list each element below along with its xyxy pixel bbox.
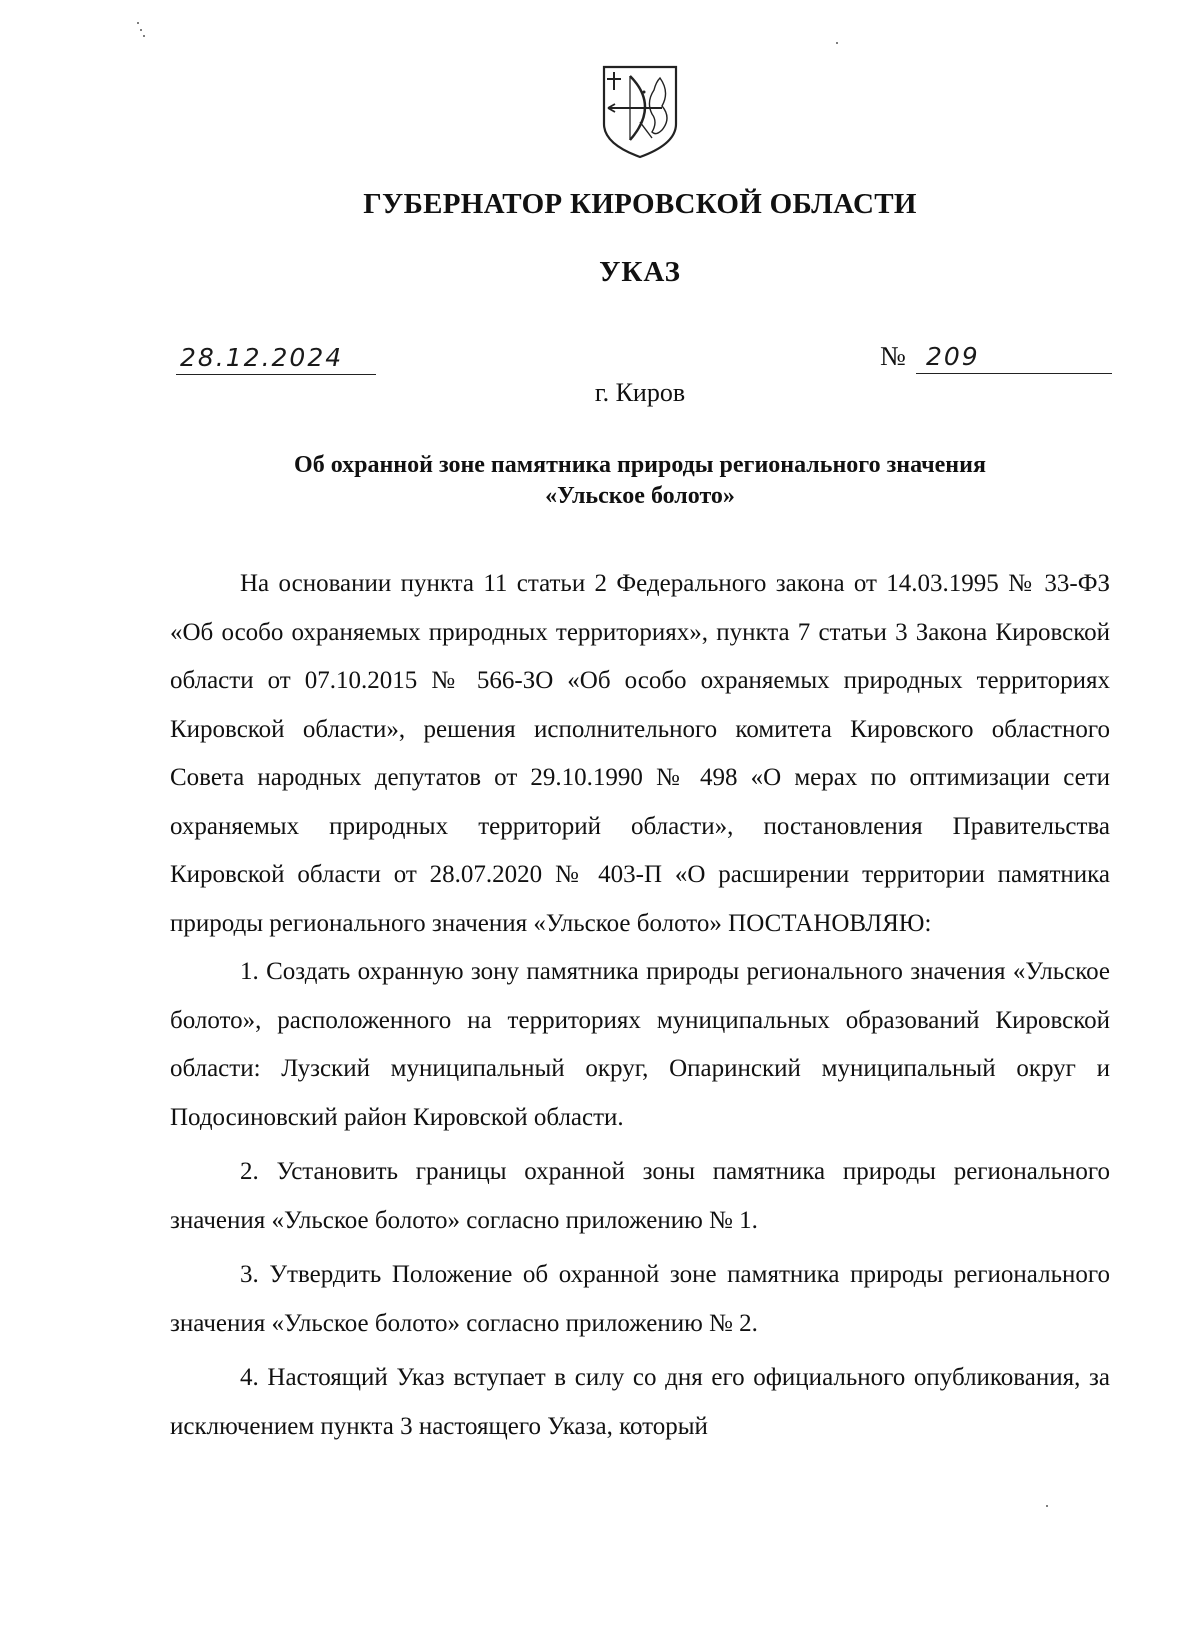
number-sign: № (880, 341, 906, 371)
subject-line-2: «Ульское болото» (545, 483, 735, 509)
kirov-coat-of-arms-icon (600, 64, 680, 160)
item-1-paragraph: 1. Создать охранную зону памятника природы регионального значения «Ульское болото», расположенного на территориях муниципальных образований Кировской области: Лузский муниципальный округ, Опаринский муниципальный округ и Подосиновский район Кировской области. (170, 958, 1110, 1131)
decree-body (170, 560, 1110, 1451)
item-2-paragraph: 2. Установить границы охранной зоны памятника природы регионального значения «Ульское болото» согласно приложению № 1. (170, 1158, 1110, 1234)
decree-date: 28.12.2024 (180, 343, 344, 372)
decree-number-line (916, 339, 1112, 374)
issuer-title: ГУБЕРНАТОР КИРОВСКОЙ ОБЛАСТИ (363, 188, 917, 220)
preamble-paragraph: На основании пункта 11 статьи 2 Федерального закона от 14.03.1995 № 33-ФЗ «Об особо охраняемых природных территориях», пункта 7 статьи 3 Закона Кировской области от 07.10.2015 № 566-ЗО «Об особо охраняемых природных территориях Кировской области», решения исполнительного комитета Кировского областного Совета народных депутатов от 29.10.1990 № 498 «О мерах по оптимизации сети охраняемых природных территорий области», постановления Правительства Кировской области от 28.07.2020 № 403-П «О расширении территории памятника природы регионального значения «Ульское болото» ПОСТАНОВЛЯЮ: (170, 570, 1110, 937)
decree-date-field (176, 340, 376, 375)
document-type: УКАЗ (599, 256, 681, 288)
decree-number-field (880, 340, 1112, 374)
subject-line-1: Об охранной зоне памятника природы регионального значения (294, 452, 986, 478)
city: г. Киров (594, 378, 686, 407)
decree-number: 209 (926, 342, 980, 371)
decree-subject (160, 450, 1120, 512)
item-3-paragraph: 3. Утвердить Положение об охранной зоне памятника природы регионального значения «Ульское болото» согласно приложению № 2. (170, 1261, 1110, 1337)
item-4-paragraph: 4. Настоящий Указ вступает в силу со дня его официального опубликования, за исключением пункта 3 настоящего Указа, который (170, 1364, 1110, 1440)
